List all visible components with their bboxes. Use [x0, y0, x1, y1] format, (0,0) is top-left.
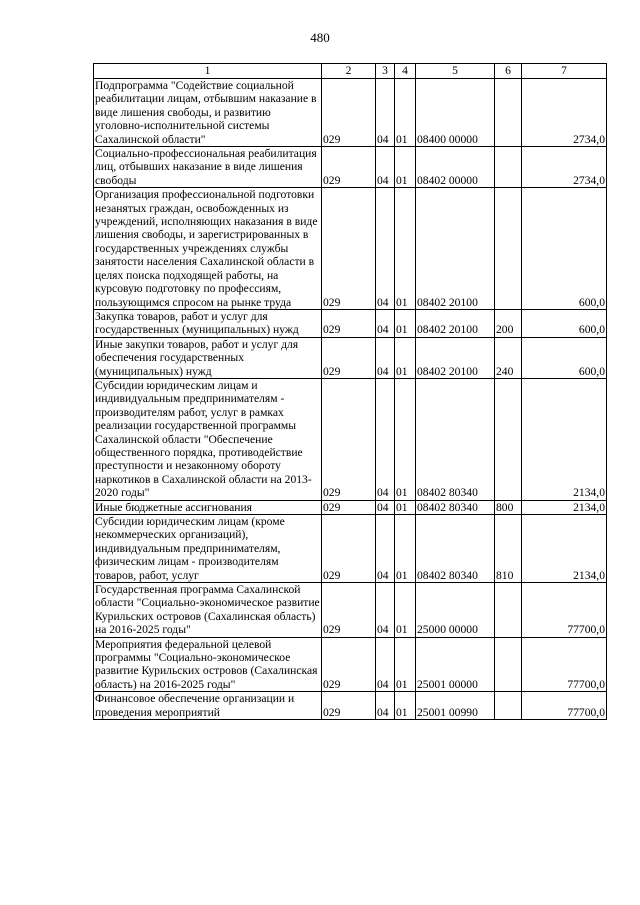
row-name-cell: Подпрограмма "Содействие социальной реабилитации лицам, отбывшим наказание в виде лишения свободы, и развитию уголовно-исполнительной системы Сахалинской области": [94, 79, 322, 147]
target-article-cell: 08402 20100: [416, 188, 495, 310]
table-row: [94, 188, 607, 310]
expense-type-cell: [495, 637, 522, 692]
amount-cell: 77700,0: [522, 583, 607, 638]
expense-type-cell: [495, 147, 522, 188]
header-cell: 4: [395, 64, 416, 79]
table-row: [94, 692, 607, 720]
section-cell: 04: [376, 378, 395, 500]
code-admin-cell: 029: [322, 147, 376, 188]
target-article-cell: 08402 20100: [416, 337, 495, 378]
expense-type-cell: 200: [495, 309, 522, 337]
amount-cell: 2134,0: [522, 500, 607, 514]
subsection-cell: 01: [395, 583, 416, 638]
code-admin-cell: 029: [322, 583, 376, 638]
target-article-cell: 25000 00000: [416, 583, 495, 638]
amount-cell: 2734,0: [522, 79, 607, 147]
row-name-cell: Социально-профессиональная реабилитация лиц, отбывших наказание в виде лишения свободы: [94, 147, 322, 188]
table-row: [94, 309, 607, 337]
table-row: [94, 79, 607, 147]
expense-type-cell: [495, 378, 522, 500]
amount-cell: 600,0: [522, 309, 607, 337]
row-name-cell: Иные закупки товаров, работ и услуг для обеспечения государственных (муниципальных) нужд: [94, 337, 322, 378]
code-admin-cell: 029: [322, 378, 376, 500]
expense-type-cell: 240: [495, 337, 522, 378]
amount-cell: 600,0: [522, 188, 607, 310]
subsection-cell: 01: [395, 637, 416, 692]
subsection-cell: 01: [395, 337, 416, 378]
section-cell: 04: [376, 309, 395, 337]
expense-type-cell: [495, 583, 522, 638]
header-cell: 7: [522, 64, 607, 79]
section-cell: 04: [376, 515, 395, 583]
table-row: [94, 500, 607, 514]
amount-cell: 77700,0: [522, 637, 607, 692]
row-name-cell: Государственная программа Сахалинской области "Социально-экономическое развитие Курильских островов (Сахалинская область) на 2016-2025 годы": [95, 583, 320, 637]
row-name-cell: Финансовое обеспечение организации и проведения мероприятий: [94, 692, 322, 720]
section-cell: 04: [376, 637, 395, 692]
row-name-cell: Организация профессиональной подготовки незанятых граждан, освобожденных из учреждений, исполняющих наказания в виде лишения свободы, и зарегистрированных в государственных учреждениях службы занятости населения Сахалинской области в целях поиска подходящей работы, на курсовую подготовку по профессиям, пользующимся спросом на рынке труда: [94, 188, 322, 310]
subsection-cell: 01: [395, 515, 416, 583]
row-name-cell: Субсидии юридическим лицам (кроме некоммерческих организаций), индивидуальным предпринимателям, физическим лицам - производителям товаров, работ, услуг: [94, 515, 322, 583]
header-cell: 6: [495, 64, 522, 79]
section-cell: 04: [376, 500, 395, 514]
header-cell: 5: [416, 64, 495, 79]
target-article-cell: 08402 80340: [416, 515, 495, 583]
amount-cell: 2734,0: [522, 147, 607, 188]
header-cell: 1: [94, 64, 322, 79]
amount-cell: 2134,0: [522, 515, 607, 583]
amount-cell: 77700,0: [522, 692, 607, 720]
section-cell: 04: [376, 79, 395, 147]
expense-type-cell: 800: [495, 500, 522, 514]
section-cell: 04: [376, 147, 395, 188]
table-row: [94, 583, 607, 638]
table-row: [94, 515, 607, 583]
target-article-cell: 08402 80340: [416, 500, 495, 514]
subsection-cell: 01: [395, 79, 416, 147]
code-admin-cell: 029: [322, 692, 376, 720]
code-admin-cell: 029: [322, 309, 376, 337]
section-cell: 04: [376, 583, 395, 638]
table-row: [94, 637, 607, 692]
amount-cell: 2134,0: [522, 378, 607, 500]
subsection-cell: 01: [395, 188, 416, 310]
subsection-cell: 01: [395, 500, 416, 514]
budget-table: [93, 63, 607, 720]
table-row: [94, 337, 607, 378]
code-admin-cell: 029: [322, 188, 376, 310]
section-cell: 04: [376, 188, 395, 310]
code-admin-cell: 029: [322, 500, 376, 514]
target-article-cell: 08402 00000: [416, 147, 495, 188]
subsection-cell: 01: [395, 147, 416, 188]
header-cell: 3: [376, 64, 395, 79]
table-row: [94, 378, 607, 500]
expense-type-cell: [495, 188, 522, 310]
expense-type-cell: 810: [495, 515, 522, 583]
target-article-cell: 25001 00990: [416, 692, 495, 720]
header-row: [94, 64, 607, 79]
page-number: 480: [310, 30, 330, 45]
code-admin-cell: 029: [322, 337, 376, 378]
amount-cell: 600,0: [522, 337, 607, 378]
target-article-cell: 08400 00000: [416, 79, 495, 147]
header-cell: 2: [322, 64, 376, 79]
code-admin-cell: 029: [322, 515, 376, 583]
section-cell: 04: [376, 692, 395, 720]
code-admin-cell: 029: [322, 79, 376, 147]
row-name-cell: Мероприятия федеральной целевой программы "Социально-экономическое развитие Курильских островов (Сахалинская область) на 2016-2025 годы": [94, 637, 322, 692]
subsection-cell: 01: [395, 309, 416, 337]
row-name-cell: Иные бюджетные ассигнования: [94, 500, 322, 514]
row-name-cell: Субсидии юридическим лицам и индивидуальным предпринимателям - производителям работ, услуг в рамках реализации государственной программы Сахалинской области "Обеспечение общественного порядка, противодействие преступности и незаконному обороту наркотиков в Сахалинской области на 2013-2020 годы": [94, 378, 322, 500]
target-article-cell: 08402 20100: [416, 309, 495, 337]
target-article-cell: 08402 80340: [416, 378, 495, 500]
section-cell: 04: [376, 337, 395, 378]
expense-type-cell: [495, 79, 522, 147]
target-article-cell: 25001 00000: [416, 637, 495, 692]
row-name-cell: Закупка товаров, работ и услуг для государственных (муниципальных) нужд: [94, 309, 322, 337]
subsection-cell: 01: [395, 378, 416, 500]
code-admin-cell: 029: [322, 637, 376, 692]
subsection-cell: 01: [395, 692, 416, 720]
expense-type-cell: [495, 692, 522, 720]
table-row: [94, 147, 607, 188]
